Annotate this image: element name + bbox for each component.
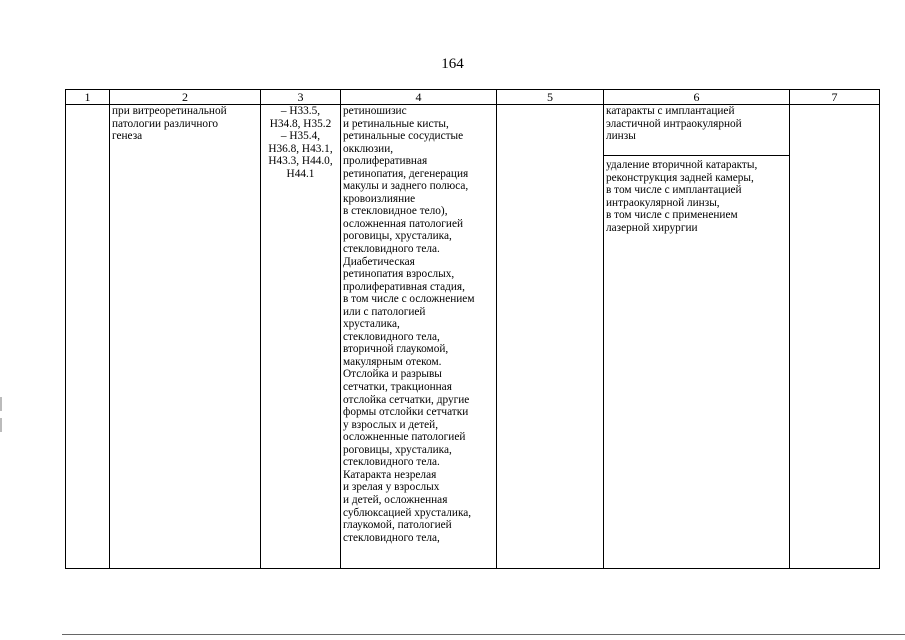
column-header-1: 1	[66, 90, 110, 105]
text-line: Н43.3, Н44.0,	[268, 155, 333, 168]
text-line: патологии различного	[112, 117, 219, 130]
text-line: кровоизлияние	[343, 192, 416, 205]
column-header-7: 7	[790, 90, 880, 105]
text-line: стекловидного тела.	[343, 456, 440, 469]
profile-text	[112, 105, 258, 143]
text-line: или с патологией	[343, 305, 426, 318]
cell-cost	[790, 105, 880, 569]
cell-icd-codes	[261, 105, 341, 569]
text-line: Катаракта незрелая	[343, 468, 437, 481]
cell-profile	[110, 105, 261, 569]
text-line: глаукомой, патологией	[343, 519, 452, 532]
text-line: при витреоретинальной	[112, 105, 227, 117]
text-line: осложненные патологией	[343, 431, 466, 444]
cell-number	[66, 105, 110, 569]
text-line: в том числе с имплантацией	[606, 184, 742, 197]
text-line: макулы и заднего полюса,	[343, 180, 469, 193]
text-line: стекловидного тела.	[343, 243, 440, 256]
edge-mark	[0, 397, 2, 411]
cell-diagnosis	[341, 105, 497, 569]
text-line: вторичной глаукомой,	[343, 343, 449, 356]
text-line: – Н33.5,	[280, 105, 321, 117]
column-header-3: 3	[261, 90, 341, 105]
method-lower-text	[606, 159, 787, 234]
text-line: в том числе с осложнением	[343, 293, 475, 306]
column-header-5: 5	[497, 90, 604, 105]
text-line: в стекловидное тело),	[343, 205, 448, 218]
text-line: ретиношизис	[343, 105, 407, 117]
text-line: хрусталика,	[343, 318, 400, 331]
bottom-divider	[62, 634, 905, 635]
text-line: удаление вторичной катаракты,	[606, 159, 758, 171]
text-line: в том числе с применением	[606, 209, 738, 222]
text-line: формы отслойки сетчатки	[343, 406, 469, 419]
text-line: стекловидного тела,	[343, 330, 440, 343]
column-header-6: 6	[604, 90, 790, 105]
text-line: ретинопатия взрослых,	[343, 268, 455, 281]
text-line: – Н35.4,	[280, 130, 321, 143]
diagnosis-text	[343, 105, 494, 544]
text-line: роговицы, хрусталика,	[343, 443, 452, 456]
text-line: и ретинальные кисты,	[343, 117, 449, 130]
table-row	[66, 105, 880, 569]
text-line: ретинальные сосудистые	[343, 130, 464, 143]
text-line: макулярным отеком.	[343, 355, 442, 368]
page-number: 164	[441, 56, 464, 72]
text-line: сублюксацией хрусталика,	[343, 506, 472, 519]
icd-codes-text	[263, 105, 338, 180]
text-line: генеза	[112, 130, 143, 143]
text-line: интраокулярной линзы,	[606, 196, 720, 209]
method-upper-text	[606, 105, 787, 143]
text-line: пролиферативная	[343, 155, 428, 168]
text-line: Н44.1	[286, 167, 315, 180]
edge-mark	[0, 418, 2, 432]
text-line: стекловидного тела,	[343, 531, 440, 544]
header-row	[66, 90, 880, 105]
procedures-table	[65, 89, 880, 569]
text-line: эластичной интраокулярной	[606, 117, 742, 130]
cell-treatment-method	[604, 105, 790, 569]
text-line: Н36.8, Н43.1,	[268, 142, 333, 155]
text-line: осложненная патологией	[343, 217, 464, 230]
text-line: ретинопатия, дегенерация	[343, 167, 469, 180]
text-line: у взрослых и детей,	[343, 418, 439, 431]
text-line: сетчатки, тракционная	[343, 381, 452, 394]
text-line: роговицы, хрусталика,	[343, 230, 452, 243]
method-lower	[604, 156, 789, 234]
text-line: и детей, осложненная	[343, 493, 448, 506]
text-line: реконструкция задней камеры,	[606, 171, 754, 184]
text-line: Диабетическая	[343, 255, 415, 268]
text-line: отслойка сетчатки, другие	[343, 393, 470, 406]
method-upper	[604, 105, 789, 156]
text-line: пролиферативная стадия,	[343, 280, 465, 293]
column-header-4: 4	[341, 90, 497, 105]
text-line: лазерной хирургии	[606, 221, 698, 234]
text-line: окклюзии,	[343, 142, 394, 155]
cell-treatment-type	[497, 105, 604, 569]
text-line: и зрелая у взрослых	[343, 481, 440, 494]
text-line: линзы	[606, 130, 636, 143]
column-header-2: 2	[110, 90, 261, 105]
text-line: Отслойка и разрывы	[343, 368, 442, 381]
text-line: Н34.8, Н35.2	[269, 117, 332, 130]
text-line: катаракты с имплантацией	[606, 105, 735, 117]
